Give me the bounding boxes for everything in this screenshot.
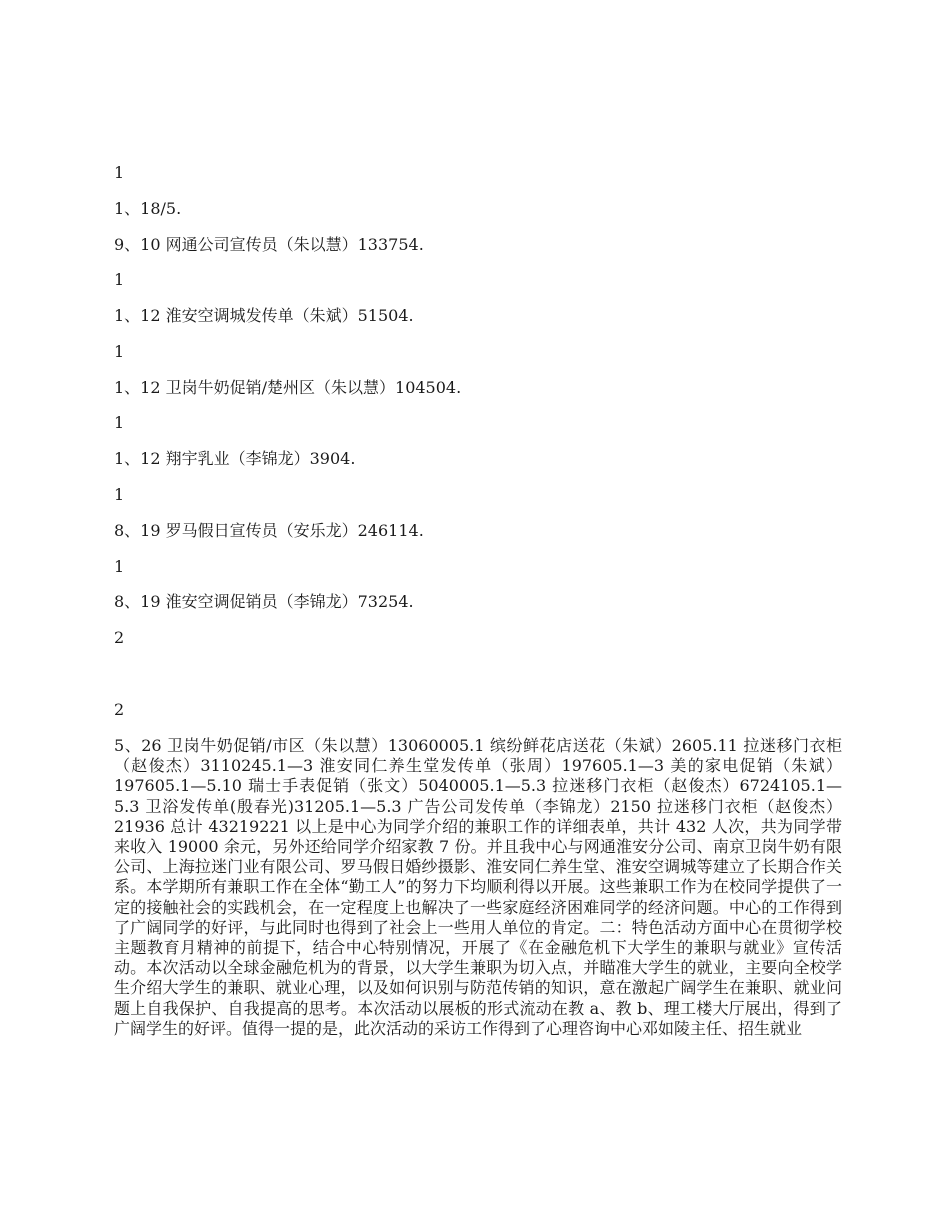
body-paragraph: 5、26 卫岗牛奶促销/市区（朱以慧）13060005.1 缤纷鲜花店送花（朱斌）2605.11 拉迷移门衣柜（赵俊杰）3110245.1—3 淮安同仁养生堂发传单（张周）197605.1—3 美的家电促销（朱斌）197605.1—5.10 瑞士手表促销（张文）5040005.1—5.3 拉迷移门衣柜（赵俊杰）6724105.1—5.3 卫浴发传单(殷春光)31205.1—5.3 广告公司发传单（李锦龙）2150 拉迷移门衣柜（赵俊杰）21936 总计 43219221 以上是中心为同学介绍的兼职工作的详细表单，共计 432 人次，共为同学带来收入 19000 余元，另外还给同学介绍家教 7 份。并且我中心与网通淮安分公司、南京卫岗牛奶有限公司、上海拉迷门业有限公司、罗马假日婚纱摄影、淮安同仁养生堂、淮安空调城等建立了长期合作关系。本学期所有兼职工作在全体“勤工人”的努力下均顺利得以开展。这些兼职工作为在校同学提供了一定的接触社会的实践机会，在一定程度上也解决了一些家庭经济困难同学的经济问题。中心的工作得到了广阔同学的好评，与此同时也得到了社会上一些用人单位的肯定。二：特色活动方面中心在贯彻学校主题教育月精神的前提下，结合中心特别情况，开展了《在金融危机下大学生的兼职与就业》宣传活动。本次活动以全球金融危机为的背景，以大学生兼职为切入点，并瞄准大学生的就业，主要向全校学生介绍大学生的兼职、就业心理，以及如何识别与防范传销的知识，意在激起广阔学生在兼职、就业问题上自我保护、自我提高的思考。本次活动以展板的形式流动在教 a、教 b、理工楼大厅展出，得到了广阔学生的好评。值得一提的是，此次活动的采访工作得到了心理咨询中心邓如陵主任、招生就业 <box>114 736 842 1038</box>
text-line-15: 2 <box>114 700 125 719</box>
text-line-14: 2 <box>114 628 125 647</box>
text-line-1: 1 <box>114 163 125 182</box>
text-line-2: 1、18/5. <box>114 199 182 218</box>
text-line-3: 9、10 网通公司宣传员（朱以慧）133754. <box>114 235 424 254</box>
text-line-4: 1 <box>114 270 125 289</box>
text-line-12: 1 <box>114 557 125 576</box>
text-line-11: 8、19 罗马假日宣传员（安乐龙）246114. <box>114 521 424 540</box>
text-line-5: 1、12 淮安空调城发传单（朱斌）51504. <box>114 306 414 325</box>
text-line-13: 8、19 淮安空调促销员（李锦龙）73254. <box>114 592 414 611</box>
text-line-6: 1 <box>114 342 125 361</box>
text-line-10: 1 <box>114 485 125 504</box>
text-line-8: 1 <box>114 413 125 432</box>
text-line-9: 1、12 翔宇乳业（李锦龙）3904. <box>114 449 356 468</box>
text-line-7: 1、12 卫岗牛奶促销/楚州区（朱以慧）104504. <box>114 378 462 397</box>
